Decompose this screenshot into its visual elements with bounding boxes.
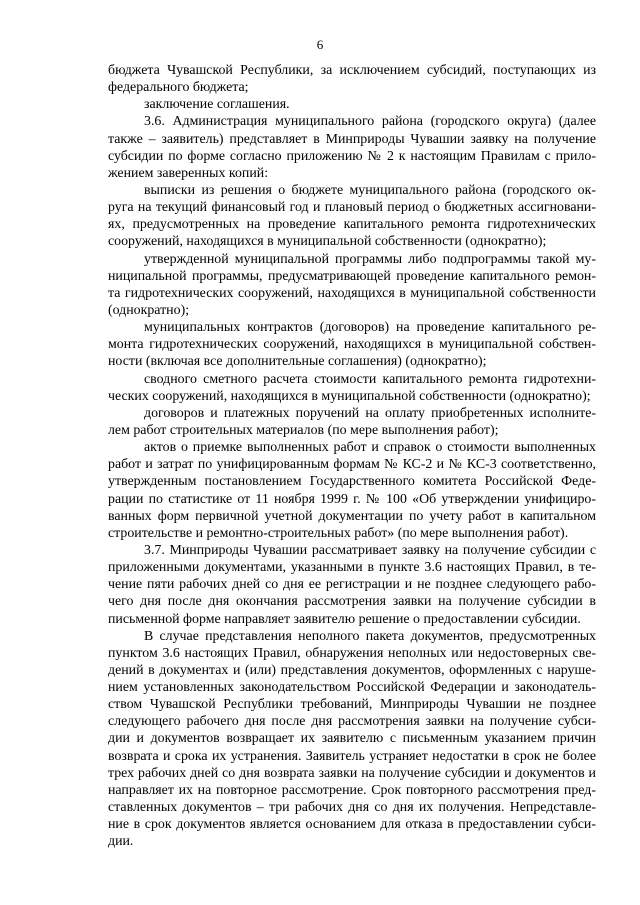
text-line: чение пяти рабочих дней со дня ее регистрации и не позднее следующего рабо-: [108, 577, 596, 593]
document-body: [108, 62, 596, 850]
text-line: также – заявитель) представляет в Минприроды Чувашии заявку на получение: [108, 131, 596, 147]
text-line: работ и затрат по унифицированным формам № КС-2 и № КС-3 соответственно,: [108, 457, 596, 473]
paragraph: [108, 405, 596, 439]
text-line: та гидротехнических сооружений, находящихся в муниципальной собственности: [108, 285, 596, 301]
text-line: руга на текущий финансовый год и плановый период о бюджетных ассигновани-: [108, 200, 596, 216]
text-line: трех рабочих дней со дня возврата заявки на получение субсидии и документов и: [108, 765, 596, 781]
text-line: дии и документов возвращает их заявителю с письменным указанием причин: [108, 731, 596, 747]
text-line: приложенными документами, указанными в пункте 3.6 настоящих Правил, в те-: [108, 560, 596, 576]
text-line: актов о приемке выполненных работ и справок о стоимости выполненных: [144, 440, 596, 456]
text-line: В случае представления неполного пакета документов, предусмотренных: [144, 628, 596, 644]
paragraph: [108, 628, 596, 851]
text-line: (однократно);: [108, 302, 190, 318]
text-line: строительстве и ремонтно-строительных работ» (по мере выполнения работ).: [108, 525, 569, 541]
text-line: чего дня после дня окончания рассмотрения заявки на получение субсидии в: [108, 594, 596, 610]
text-line: направляет их на повторное рассмотрение. Срок повторного рассмотрения пред-: [108, 782, 596, 798]
text-line: ях, предусмотренных на проведение капитального ремонта гидротехнических: [108, 217, 596, 233]
paragraph: [108, 371, 596, 405]
text-line: дии.: [108, 834, 134, 850]
paragraph: [108, 182, 596, 251]
text-line: пунктом 3.6 настоящих Правил, обнаружения неполных или недостоверных све-: [108, 645, 596, 661]
text-line: ством Чувашской Республики требований, Минприроды Чувашии не позднее: [108, 697, 596, 713]
text-line: выписки из решения о бюджете муниципального района (городского ок-: [144, 182, 596, 198]
text-line: 3.6. Администрация муниципального района (городского округа) (далее: [144, 114, 596, 130]
text-line: письменной форме направляет заявителю решение о предоставлении субсидии.: [108, 611, 581, 627]
text-line: сооружений, находящихся в муниципальной собственности (однократно);: [108, 234, 547, 250]
text-line: нием установленных законодательством Российской Федерации и законодатель-: [108, 680, 596, 696]
text-line: заключение соглашения.: [144, 97, 290, 113]
text-line: муниципальных контрактов (договоров) на проведение капитального ре-: [144, 320, 596, 336]
text-line: субсидии по форме согласно приложению № 2 к настоящим Правилам с прило-: [108, 148, 596, 164]
text-line: лем работ строительных материалов (по мере выполнения работ);: [108, 422, 499, 438]
paragraph: [108, 62, 596, 96]
text-line: сводного сметного расчета стоимости капитального ремонта гидротехни-: [144, 371, 596, 387]
paragraph: [108, 439, 596, 542]
text-line: монта гидротехнических сооружений, находящихся в муниципальной собствен-: [108, 337, 596, 353]
text-line: 3.7. Минприроды Чувашии рассматривает заявку на получение субсидии с: [144, 542, 596, 558]
text-line: бюджета Чувашской Республики, за исключением субсидий, поступающих из: [108, 63, 596, 78]
text-line: жением заверенных копий:: [108, 165, 269, 181]
text-line: ние в срок документов является основанием для отказа в предоставлении субси-: [108, 817, 596, 833]
text-line: утвержденной муниципальной программы либо подпрограммы такой му-: [144, 251, 596, 267]
text-line: ческих сооружений, находящихся в муниципальной собственности (однократно);: [108, 388, 591, 404]
text-line: возврата и срока их устранения. Заявитель устраняет недостатки в срок не более: [108, 748, 596, 764]
text-line: ности (включая все дополнительные соглашения) (однократно);: [108, 354, 487, 370]
text-line: договоров и платежных поручений на оплату приобретенных исполните-: [144, 405, 596, 421]
page-number: 6: [316, 37, 324, 52]
paragraph: [108, 251, 596, 320]
text-line: ванных форм первичной учетной документации по учету работ в капитальном: [108, 508, 596, 524]
text-line: федерального бюджета;: [108, 80, 249, 96]
text-line: рации по статистике от 11 ноября 1999 г. № 100 «Об утверждении унифициро-: [108, 491, 596, 507]
text-line: дений в документах и (или) представления документов, оформленных с наруше-: [108, 662, 596, 678]
paragraph: [108, 96, 596, 113]
paragraph: [108, 319, 596, 370]
text-line: следующего рабочего дня после дня рассмотрения заявки на получение субси-: [108, 714, 596, 730]
text-line: утвержденным постановлением Государственного комитета Российской Феде-: [108, 474, 596, 490]
paragraph: [108, 113, 596, 182]
text-line: ниципальной программы, предусматривающей проведение капитального ремон-: [108, 268, 596, 284]
paragraph: [108, 542, 596, 628]
text-line: ставленных документов – три рабочих дня со дня их получения. Непредставле-: [108, 800, 596, 816]
